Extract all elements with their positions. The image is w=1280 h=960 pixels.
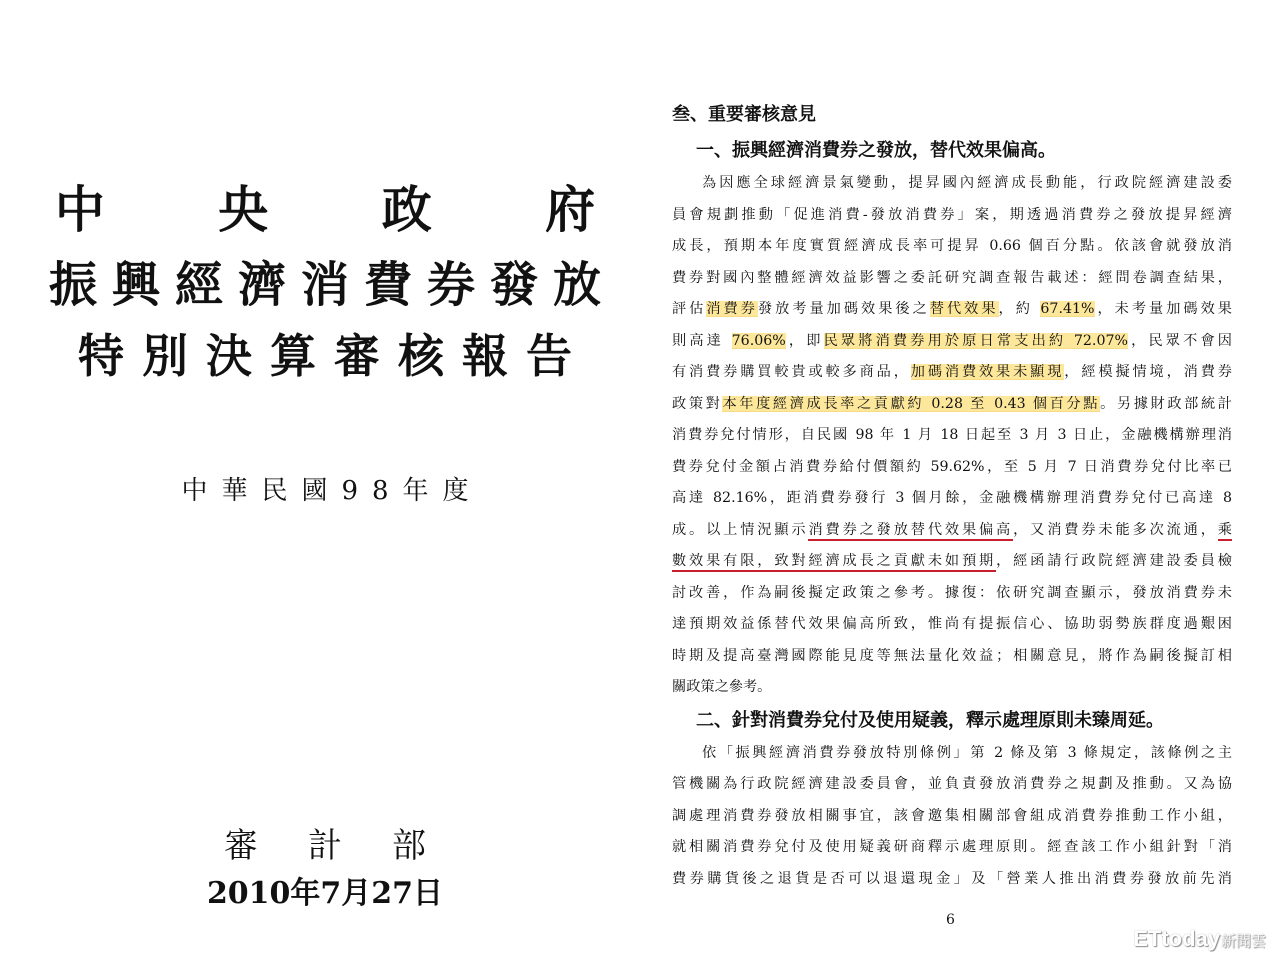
section-heading: 叁、重要審核意見 [672, 104, 816, 125]
item-2-paragraph [672, 738, 1232, 896]
page-number: 6 [946, 912, 955, 928]
paragraph-line [672, 578, 1232, 610]
text-segment: ，即 [785, 332, 824, 349]
text-segment: 評估 [672, 301, 707, 317]
underlined-text: 消費券之發放替代效果偏高 [808, 522, 1013, 541]
paragraph-line [672, 801, 1232, 833]
paragraph-line [672, 672, 1232, 704]
text-segment: 時期及提高臺灣國際能見度等無法量化效益；相關意見，將作為嗣後擬訂相 [672, 647, 1232, 664]
paragraph-line [672, 357, 1232, 389]
text-segment: 依「振興經濟消費券發放特別條例」第 2 條及第 3 條規定，該條例之主 [702, 744, 1232, 761]
text-segment: 成。以上情況顯示 [672, 521, 809, 538]
paragraph-line [672, 452, 1232, 484]
text-segment: 高達 82.16%，距消費券發行 3 個月餘，金融機構辦理消費券兌付已高達 8 [672, 490, 1232, 506]
cover-title-line-2: 振興經濟消費券發放 [48, 257, 616, 313]
text-segment: 關政策之參考。 [672, 679, 772, 695]
underlined-text: 數效果有限，致對經濟成長之貢獻未如預期 [672, 553, 996, 572]
text-segment: ，經函請行政院經濟建設委員檢 [996, 553, 1232, 569]
ettoday-watermark-logo [1133, 926, 1266, 952]
paragraph-line [672, 832, 1232, 864]
cover-agency-name: 審計部 [224, 826, 476, 866]
text-segment: ，民眾不會因 [1127, 332, 1232, 349]
cover-date: 2010年7月27日 [206, 876, 444, 911]
watermark-sub: 新聞雲 [1220, 933, 1266, 950]
paragraph-line [672, 263, 1232, 295]
item-2-heading: 二、針對消費券兌付及使用疑義，釋示處理原則未臻周延。 [696, 709, 1164, 731]
text-segment: 則高達 [672, 332, 732, 349]
text-segment: 達預期效益係替代效果偏高所致，惟尚有提振信心、協助弱勢族群度過艱困 [672, 616, 1232, 632]
underlined-text: 乘 [1218, 522, 1232, 541]
text-segment: 有消費券購買較貴或較多商品， [672, 364, 911, 380]
item-1-paragraph [672, 168, 1232, 704]
cover-title-line-3: 特別決算審核報告 [78, 329, 590, 383]
text-segment: 費券購貨後之退貨是否可以退還現金」及「營業人推出消費券發放前先消 [672, 870, 1232, 887]
highlighted-text: 消費券 [706, 301, 758, 317]
highlighted-text: 替代效果 [929, 301, 999, 317]
paragraph-line [672, 483, 1232, 515]
paragraph-line [672, 326, 1232, 358]
text-segment: 就相關消費券兌付及使用疑義研商釋示處理原則。經查該工作小組針對「消 [672, 839, 1232, 855]
paragraph-line [672, 864, 1232, 896]
text-segment: 發放考量加碼效果後之 [757, 301, 930, 317]
text-segment: ，未考量加碼效果 [1094, 301, 1232, 317]
paragraph-line [672, 515, 1232, 547]
highlighted-text: 加碼消費效果未顯現 [910, 364, 1065, 380]
paragraph-line [672, 738, 1232, 770]
paragraph-line [672, 294, 1232, 326]
text-segment: 費券對國內整體經濟效益影響之委託研究調查報告載述：經問卷調查結果， [672, 269, 1232, 286]
text-segment: ，又消費券未能多次流通， [1013, 521, 1218, 538]
paragraph-line [672, 609, 1232, 641]
highlighted-text: 民眾將消費券用於原日常支出約 72.07% [823, 332, 1128, 349]
paragraph-line [672, 200, 1232, 232]
paragraph-line [672, 231, 1232, 263]
text-segment: 消費券兌付情形，自民國 98 年 1 月 18 日起至 3 月 3 日止，金融機構辦理消 [672, 427, 1232, 443]
highlighted-text: 67.41% [1040, 301, 1095, 317]
text-segment: ，約 [998, 301, 1041, 317]
text-segment: 為因應全球經濟景氣變動，提昇國內經濟成長動能，行政院經濟建設委 [702, 175, 1232, 191]
text-segment: ，經模擬情境，消費券 [1064, 364, 1232, 380]
cover-title-line-1: 中 央 政 府 [54, 180, 644, 239]
text-segment: 管機關為行政院經濟建設委員會，並負責發放消費券之規劃及推動。又為協 [672, 776, 1232, 792]
paragraph-line [672, 168, 1232, 200]
cover-fiscal-year: 中華民國98年度 [181, 476, 483, 506]
text-segment: 費券兌付金額占消費券給付價額約 59.62%，至 5 月 7 日消費券兌付比率已 [672, 458, 1232, 475]
highlighted-text: 76.06% [731, 332, 786, 349]
paragraph-line [672, 420, 1232, 452]
text-segment: 政策對 [672, 395, 723, 412]
text-segment: 。另據財政部統計 [1100, 395, 1232, 412]
text-segment: 調處理消費券發放相關事宜，該會邀集相關部會組成消費券推動工作小組， [672, 807, 1232, 824]
watermark-brand: ETtoday [1133, 926, 1220, 951]
paragraph-line [672, 389, 1232, 421]
text-segment: 員會規劃推動「促進消費-發放消費券」案，期透過消費券之發放提昇經濟 [672, 206, 1232, 223]
paragraph-line [672, 546, 1232, 578]
highlighted-text: 本年度經濟成長率之貢獻約 0.28 至 0.43 個百分點 [722, 395, 1101, 412]
paragraph-line [672, 769, 1232, 801]
paragraph-line [672, 641, 1232, 673]
text-segment: 討改善，作為嗣後擬定政策之參考。據復：依研究調查顯示，發放消費券未 [672, 584, 1232, 601]
item-1-heading: 一、振興經濟消費券之發放，替代效果偏高。 [696, 140, 1056, 161]
text-segment: 成長，預期本年度實質經濟成長率可提昇 0.66 個百分點。依該會就發放消 [672, 238, 1232, 254]
report-body-page [660, 96, 1250, 895]
